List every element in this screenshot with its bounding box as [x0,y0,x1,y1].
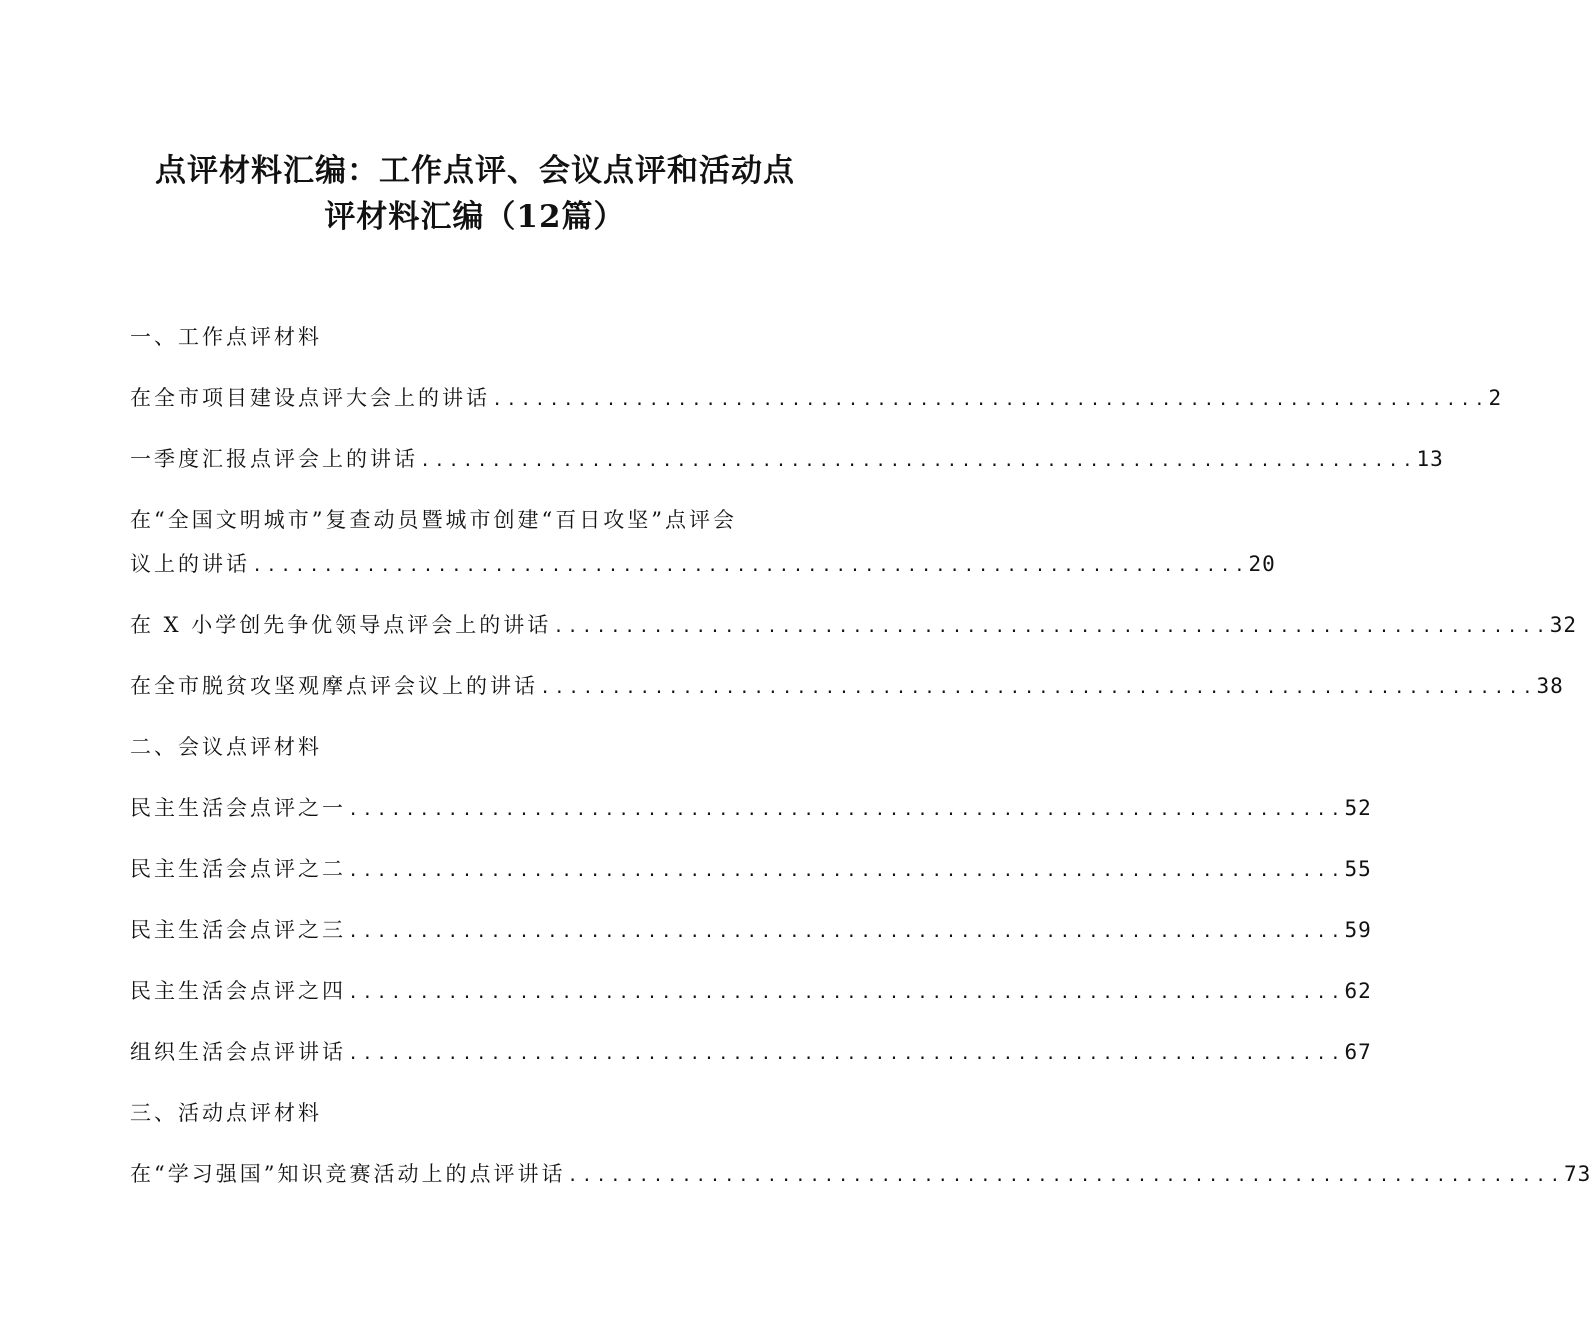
toc-entry[interactable] [130,671,1564,701]
toc-entry[interactable] [130,854,1372,884]
toc-entry[interactable] [130,610,1578,640]
toc-page-number: 2 [1488,386,1503,410]
toc-entry-label: 民主生活会点评之一 [130,796,346,820]
toc-entry [130,549,1276,579]
toc-entry-label: 在 X 小学创先争优领导点评会上的讲话 [130,613,552,637]
toc-entry-label: 组织生活会点评讲话 [130,1040,346,1064]
toc-leader-dots: ...................................................................... [492,390,1489,410]
toc-page-number: 62 [1344,979,1372,1003]
toc-entry-label: 在全市脱贫攻坚观摩点评会议上的讲话 [130,674,538,698]
toc-entry-label: 议上的讲话 [130,552,250,576]
toc-entry-label: 一季度汇报点评会上的讲话 [130,447,418,471]
toc-leader-dots: ...................................................................... [348,983,1345,1003]
toc-page-number: 20 [1248,552,1276,576]
toc-leader-dots: ...................................................................... [540,678,1537,698]
table-of-contents [130,322,1591,1220]
toc-entry[interactable] [130,793,1372,823]
toc-section-heading: 一、工作点评材料 [130,325,322,349]
toc-leader-dots: ...................................................................... [252,556,1249,576]
toc-leader-dots: ...................................................................... [348,1044,1345,1064]
toc-entry[interactable] [130,1159,1591,1189]
title-line-2: 评材料汇编（12篇） [324,199,626,235]
toc-entry-label: 民主生活会点评之四 [130,979,346,1003]
toc-page-number: 13 [1416,447,1444,471]
toc-entry-label: 在全市项目建设点评大会上的讲话 [130,386,490,410]
toc-page-number: 52 [1344,796,1372,820]
toc-page-number: 59 [1344,918,1372,942]
toc-section-heading: 三、活动点评材料 [130,1101,322,1125]
toc-page-number: 73 [1563,1162,1591,1186]
document-title [110,148,840,240]
toc-leader-dots: ...................................................................... [348,800,1345,820]
toc-entry-label: 在“学习强国”知识竞赛活动上的点评讲话 [130,1162,566,1186]
toc-entry-multiline[interactable] [130,505,1276,579]
toc-entry[interactable] [130,383,1503,413]
toc-leader-dots: ...................................................................... [348,922,1345,942]
title-line-1: 点评材料汇编：工作点评、会议点评和活动点 [155,153,795,189]
toc-entry-label: 民主生活会点评之二 [130,857,346,881]
toc-leader-dots: ...................................................................... [553,617,1550,637]
toc-leader-dots: ...................................................................... [567,1166,1564,1186]
toc-entry[interactable] [130,915,1372,945]
toc-section-heading: 二、会议点评材料 [130,735,322,759]
toc-page-number: 55 [1344,857,1372,881]
toc-entry[interactable] [130,976,1372,1006]
toc-entry[interactable] [130,1037,1372,1067]
toc-page-number: 32 [1549,613,1578,637]
toc-entry-label: 民主生活会点评之三 [130,918,346,942]
toc-page-number: 67 [1344,1040,1372,1064]
toc-entry-label-line1: 在“全国文明城市”复查动员暨城市创建“百日攻坚”点评会 [130,508,737,532]
toc-leader-dots: ...................................................................... [348,861,1345,881]
toc-leader-dots: ...................................................................... [420,451,1417,471]
toc-page-number: 38 [1536,674,1564,698]
toc-entry[interactable] [130,444,1444,474]
